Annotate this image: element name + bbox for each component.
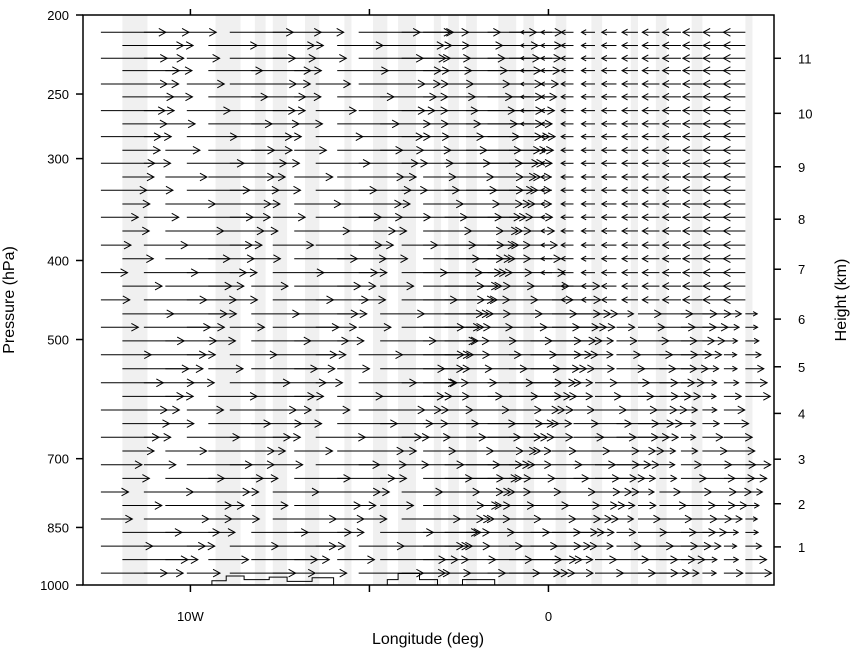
y-axis-height (774, 51, 812, 555)
y2-tick-label: 4 (798, 406, 806, 422)
y2-tick-label: 6 (798, 312, 806, 328)
x-axis-title: Longitude (deg) (371, 631, 485, 648)
y-axis-pressure (40, 8, 83, 593)
y-tick-label: 300 (47, 151, 69, 167)
y-axis-title: Pressure (hPa) (1, 246, 18, 354)
y2-tick-label: 11 (798, 51, 812, 67)
y2-tick-label: 5 (798, 359, 806, 375)
y2-tick-label: 10 (798, 106, 813, 122)
y2-tick-label: 8 (798, 212, 806, 228)
y2-tick-label: 9 (798, 159, 806, 175)
y2-tick-label: 1 (798, 539, 806, 555)
y-tick-label: 250 (47, 87, 69, 103)
y-tick-label: 700 (47, 451, 69, 467)
y2-tick-label: 3 (798, 452, 806, 468)
y-tick-label: 1000 (40, 578, 69, 593)
y-tick-label: 200 (47, 8, 69, 23)
y-tick-label: 500 (47, 332, 69, 348)
y-tick-label: 850 (47, 520, 69, 536)
x-tick-label: 0 (544, 609, 553, 624)
shaded-band (745, 15, 752, 585)
x-tick-label: 10W (177, 609, 204, 624)
y2-tick-label: 7 (798, 262, 806, 278)
y-tick-label: 400 (47, 253, 69, 269)
y2-tick-label: 2 (798, 496, 806, 512)
y2-axis-title: Height (km) (833, 258, 850, 342)
